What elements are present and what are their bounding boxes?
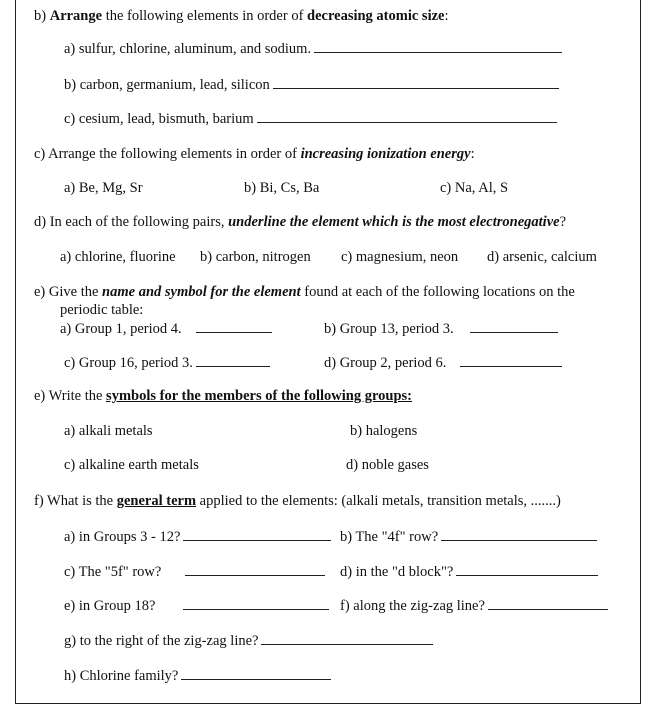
answer-blank[interactable]	[314, 40, 562, 53]
question-e1-heading-line2: periodic table:	[60, 302, 144, 318]
answer-blank[interactable]	[456, 563, 598, 576]
question-e1-item: d) Group 2, period 6.	[324, 354, 562, 372]
question-f-item: a) in Groups 3 - 12?	[64, 528, 331, 546]
question-b-heading: b) Arrange the following elements in order of decreasing atomic size:	[34, 8, 449, 24]
question-e2-item: d) noble gases	[346, 457, 429, 473]
answer-blank[interactable]	[181, 667, 331, 680]
answer-blank[interactable]	[470, 320, 558, 333]
question-label: b)	[34, 8, 47, 24]
question-f-item: h) Chlorine family?	[64, 667, 331, 685]
question-e1-item: b) Group 13, period 3.	[324, 320, 558, 338]
question-label: c)	[34, 146, 46, 162]
question-c-item: c) Na, Al, S	[440, 180, 509, 196]
answer-blank[interactable]	[185, 563, 325, 576]
question-c-item: b) Bi, Cs, Ba	[244, 180, 320, 196]
question-e2-heading: e) Write the symbols for the members of the following groups:	[34, 388, 413, 404]
question-b-item: b) carbon, germanium, lead, silicon	[64, 76, 559, 94]
question-f-item: f) along the zig-zag line?	[340, 597, 608, 615]
question-e2-item: a) alkali metals	[64, 423, 153, 439]
answer-blank[interactable]	[273, 76, 559, 89]
question-d-heading: d) In each of the following pairs, underline the element which is the most electronegative?	[34, 214, 567, 230]
question-e1-heading: e) Give the name and symbol for the element found at each of the following locations on the	[34, 284, 575, 300]
question-label: e)	[34, 284, 46, 300]
answer-blank[interactable]	[196, 354, 270, 367]
question-f-heading: f) What is the general term applied to the elements: (alkali metals, transition metals, .......)	[34, 493, 561, 509]
question-label: d)	[34, 214, 47, 230]
question-f-item: g) to the right of the zig-zag line?	[64, 632, 433, 650]
question-e1-item: a) Group 1, period 4.	[60, 320, 272, 338]
answer-blank[interactable]	[183, 528, 331, 541]
question-f-item: e) in Group 18?	[64, 597, 329, 615]
question-e2-item: c) alkaline earth metals	[64, 457, 199, 473]
question-label: e)	[34, 388, 46, 404]
question-d-item[interactable]: b) carbon, nitrogen	[200, 249, 311, 265]
question-c-item: a) Be, Mg, Sr	[64, 180, 143, 196]
answer-blank[interactable]	[183, 597, 329, 610]
answer-blank[interactable]	[257, 110, 557, 123]
question-label: f)	[34, 493, 44, 509]
answer-blank[interactable]	[488, 597, 608, 610]
question-f-item: d) in the "d block"?	[340, 563, 598, 581]
answer-blank[interactable]	[460, 354, 562, 367]
question-b-item: a) sulfur, chlorine, aluminum, and sodium.	[64, 40, 562, 58]
question-b-item: c) cesium, lead, bismuth, barium	[64, 110, 557, 128]
question-e2-item: b) halogens	[350, 423, 418, 439]
answer-blank[interactable]	[441, 528, 597, 541]
question-f-item: b) The "4f" row?	[340, 528, 597, 546]
answer-blank[interactable]	[196, 320, 272, 333]
question-d-item[interactable]: a) chlorine, fluorine	[60, 249, 176, 265]
question-f-item: c) The "5f" row?	[64, 563, 325, 581]
answer-blank[interactable]	[261, 632, 433, 645]
question-d-item[interactable]: c) magnesium, neon	[341, 249, 459, 265]
question-d-item[interactable]: d) arsenic, calcium	[487, 249, 597, 265]
question-c-heading: c) Arrange the following elements in order of increasing ionization energy:	[34, 146, 475, 162]
question-e1-item: c) Group 16, period 3.	[64, 354, 270, 372]
